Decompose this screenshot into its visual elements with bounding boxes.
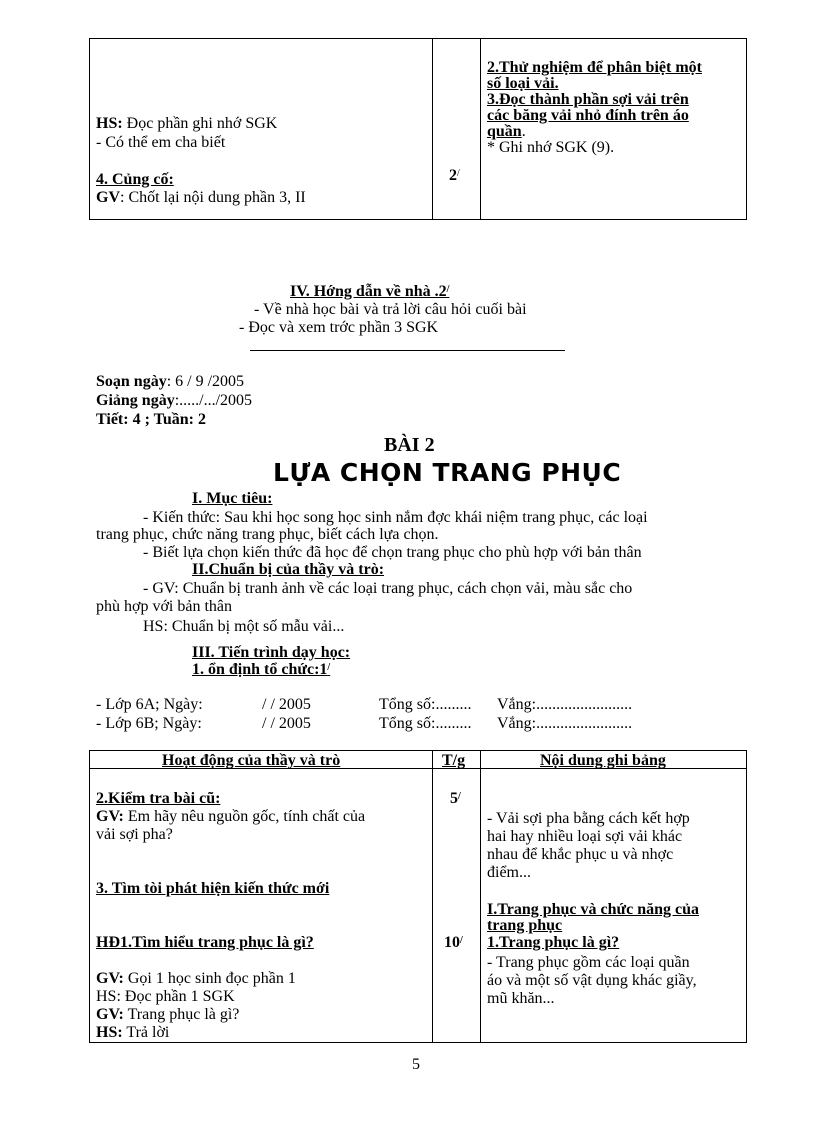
consolidation-heading: 4. Củng cố: (96, 171, 174, 188)
hs-read: HS: Đọc phần 1 SGK (96, 988, 235, 1005)
gv-label: GV (96, 189, 120, 206)
process-subheading: 1. ổn định tổ chức:1/ (192, 661, 331, 678)
header-activities: Hoạt động của thầy và trò (162, 752, 341, 769)
gv-ask: GV: Trang phục là gì? (96, 1006, 240, 1023)
answer-line4: điểm... (487, 864, 531, 881)
hs-text: Đọc phần ghi nhớ SGK (122, 115, 278, 132)
objectives-line2: trang phục, chức năng trang phục, biết cách lựa chọn. (96, 526, 439, 543)
objectives-line1: - Kiến thức: Sau khi học song học sinh nắm đợc khái niệm trang phục, các loại (143, 509, 648, 526)
memo-note: * Ghi nhớ SGK (9). (487, 139, 615, 156)
answer-line2: hai hay nhiều loại sợi vải khác (487, 828, 683, 845)
definition-line3: mũ khăn... (487, 990, 555, 1007)
definition-line2: áo và một số vật dụng khác giầy, (487, 972, 697, 989)
time-10: 10/ (444, 934, 463, 951)
preparation-line2: phù hợp với bản thân (96, 598, 233, 615)
definition-line1: - Trang phục gồm các loại quần (487, 954, 690, 971)
what-is-clothing: 1.Trang phục là gì? (487, 934, 620, 951)
page-number: 5 (412, 1056, 420, 1073)
item3-line3: quần (487, 123, 522, 140)
section-i-heading: I.Trang phục và chức năng của (487, 901, 700, 918)
preparation-line1: - GV: Chuẩn bị tranh ảnh về các loại trang phục, cách chọn vải, màu sắc cho (143, 580, 633, 597)
attendance-class: - Lớp 6B; Ngày: (96, 715, 202, 732)
objectives-heading: I. Mục tiêu: (192, 490, 273, 507)
prep-date: Soạn ngày: 6 / 9 /2005 (96, 373, 245, 390)
preparation-line3: HS: Chuẩn bị một số mẫu vải... (143, 618, 345, 635)
homework-line1: - Về nhà học bài và trả lời câu hỏi cuối bài (254, 301, 527, 318)
item3-line2: các băng vải nhỏ đính trên áo (487, 107, 689, 124)
header-time: T/g (442, 752, 466, 769)
homework-line2: - Đọc và xem trớc phần 3 SGK (239, 319, 439, 336)
gv-question: GV: Em hãy nêu nguồn gốc, tính chất của (96, 808, 366, 825)
answer-line1: - Vải sợi pha bằng cách kết hợp (487, 810, 690, 827)
attendance-absent: Vắng:........................ (497, 696, 633, 713)
hs-label: HS: (96, 115, 123, 132)
review-time: 2/ (449, 167, 460, 184)
gv-question-cont: vải sợi pha? (96, 826, 173, 843)
lesson-title: LỰA CHỌN TRANG PHỤC (273, 458, 622, 487)
gv-text: : Chốt lại nội dung phần 3, II (120, 189, 306, 206)
attendance-date: / / 2005 (262, 696, 311, 713)
divider (250, 350, 565, 351)
time-5: 5/ (450, 790, 461, 807)
attendance-class: - Lớp 6A; Ngày: (96, 696, 203, 713)
review-right-cell: 2.Thử nghiệm để phân biệt một số loại vải. 3.Đọc thành phần sợi vải trên các băng vải nhỏ đính trên áo quần. * Ghi nhớ SGK (9). (487, 59, 702, 156)
teach-date: Giảng ngày:...../.../2005 (96, 392, 253, 409)
gv-call-student: GV: Gọi 1 học sinh đọc phần 1 (96, 970, 296, 987)
preparation-heading: II.Chuẩn bị của thầy và trò: (192, 561, 385, 578)
item2-line2: số loại vải. (487, 75, 559, 92)
review-left-cell (96, 116, 306, 206)
new-knowledge-heading: 3. Tìm tòi phát hiện kiến thức mới (96, 880, 330, 897)
answer-line3: nhau để khắc phục u và nhợc (487, 846, 674, 863)
old-lesson-check: 2.Kiểm tra bài cũ: (96, 790, 221, 807)
period-week: Tiết: 4 ; Tuần: 2 (96, 411, 206, 428)
item2-line1: 2.Thử nghiệm để phân biệt một (487, 59, 702, 76)
homework-heading: IV. Hớng dẫn về nhà .2/ (290, 283, 450, 300)
attendance-absent: Vắng:........................ (497, 715, 633, 732)
lesson-number: BÀI 2 (384, 434, 435, 456)
section-i-heading-cont: trang phục (487, 917, 563, 934)
item3-line1: 3.Đọc thành phần sợi vải trên (487, 91, 689, 108)
hs-answer: HS: Trả lời (96, 1024, 170, 1041)
process-heading: III. Tiến trình dạy học: (192, 644, 351, 661)
attendance-total: Tổng số:......... (379, 696, 472, 713)
header-content: Nội dung ghi bảng (540, 752, 666, 769)
activity1-heading: HĐ1.Tìm hiểu trang phục là gì? (96, 934, 314, 951)
attendance-total: Tổng số:......... (379, 715, 472, 732)
objectives-line3: - Biết lựa chọn kiến thức đã học để chọn trang phục cho phù hợp với bản thân (143, 544, 642, 561)
did-you-know: - Có thể em cha biết (96, 134, 226, 151)
attendance-date: / / 2005 (262, 715, 311, 732)
